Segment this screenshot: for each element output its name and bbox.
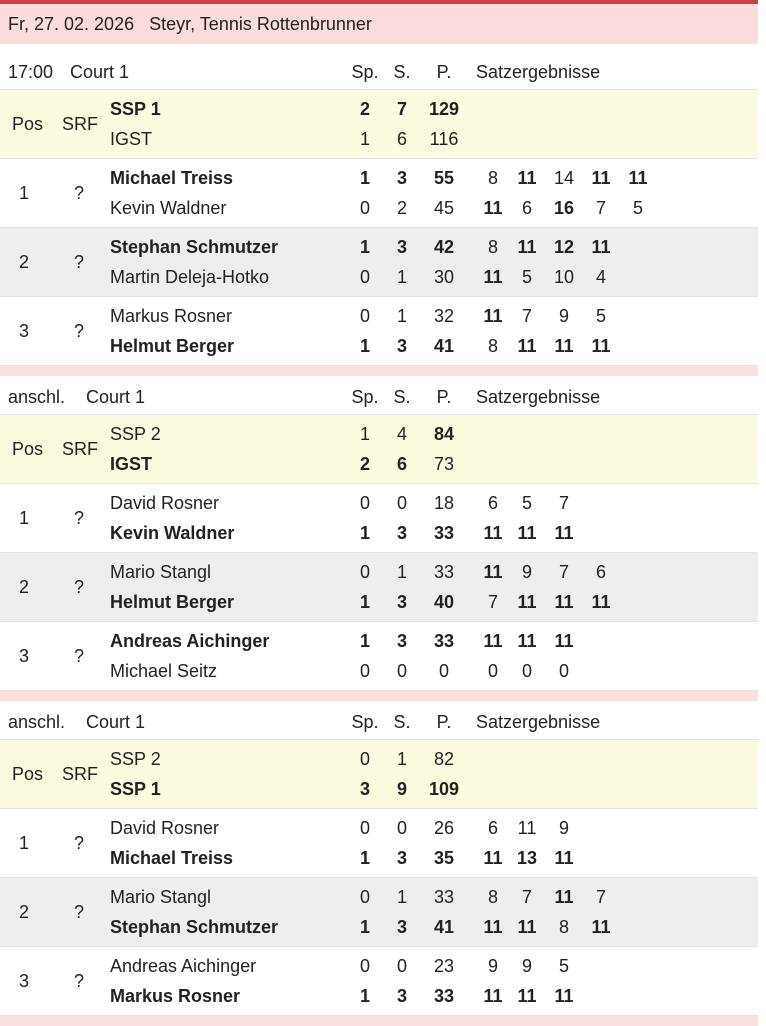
set-score: 11 bbox=[591, 592, 611, 612]
game-position: 1 bbox=[18, 508, 29, 528]
set-score: 9 bbox=[521, 562, 532, 582]
pos-label: Pos bbox=[12, 114, 44, 134]
set-score: 11 bbox=[483, 631, 503, 651]
player-name: Michael Treiss bbox=[110, 168, 234, 188]
player-sets: 3 bbox=[396, 592, 407, 612]
player-name: Kevin Waldner bbox=[110, 198, 227, 218]
player-name: Mario Stangl bbox=[110, 887, 212, 907]
set-score: 6 bbox=[487, 493, 498, 513]
court-header bbox=[0, 376, 758, 415]
player-points: 41 bbox=[433, 917, 455, 937]
player-games: 0 bbox=[359, 306, 370, 326]
set-score: 11 bbox=[554, 523, 574, 543]
col-points-header: P. bbox=[436, 62, 452, 82]
set-score: 9 bbox=[487, 956, 498, 976]
player-points: 18 bbox=[433, 493, 455, 513]
game-srf: ? bbox=[73, 252, 84, 272]
game-position: 2 bbox=[18, 252, 29, 272]
player-games: 0 bbox=[359, 198, 370, 218]
game-row bbox=[0, 947, 758, 1016]
col-set-results-header: Satzergebnisse bbox=[476, 62, 601, 82]
player-name: Markus Rosner bbox=[110, 986, 241, 1006]
team-sets: 1 bbox=[396, 749, 407, 769]
player-points: 41 bbox=[433, 336, 455, 356]
game-position: 1 bbox=[18, 833, 29, 853]
set-score: 11 bbox=[554, 631, 574, 651]
set-score: 11 bbox=[591, 168, 611, 188]
set-score: 7 bbox=[487, 592, 498, 612]
player-sets: 1 bbox=[396, 267, 407, 287]
team-points: 84 bbox=[433, 424, 455, 444]
court-header bbox=[0, 51, 758, 90]
player-points: 33 bbox=[433, 523, 455, 543]
team-sets: 6 bbox=[396, 129, 407, 149]
game-row bbox=[0, 553, 758, 622]
player-points: 33 bbox=[433, 562, 455, 582]
player-games: 0 bbox=[359, 956, 370, 976]
player-games: 1 bbox=[359, 168, 370, 188]
game-row bbox=[0, 159, 758, 228]
player-name: David Rosner bbox=[110, 493, 220, 513]
team-points: 109 bbox=[429, 779, 460, 799]
match-time: anschl. bbox=[8, 387, 66, 407]
team-name: SSP 1 bbox=[110, 779, 161, 799]
set-score: 11 bbox=[517, 168, 537, 188]
set-score: 11 bbox=[483, 917, 503, 937]
team-games: 3 bbox=[359, 779, 370, 799]
pos-label: Pos bbox=[12, 764, 44, 784]
set-score: 0 bbox=[521, 661, 532, 681]
col-sets-header: S. bbox=[393, 62, 411, 82]
player-points: 55 bbox=[433, 168, 455, 188]
player-name: Kevin Waldner bbox=[110, 523, 235, 543]
player-points: 23 bbox=[433, 956, 455, 976]
set-score: 6 bbox=[595, 562, 606, 582]
set-score: 5 bbox=[521, 493, 532, 513]
set-score: 8 bbox=[487, 336, 498, 356]
player-sets: 3 bbox=[396, 848, 407, 868]
player-sets: 3 bbox=[396, 336, 407, 356]
player-name: Andreas Aichinger bbox=[110, 631, 270, 651]
set-score: 11 bbox=[554, 592, 574, 612]
game-srf: ? bbox=[73, 971, 84, 991]
player-games: 0 bbox=[359, 887, 370, 907]
set-score: 11 bbox=[517, 592, 537, 612]
player-sets: 3 bbox=[396, 917, 407, 937]
player-sets: 3 bbox=[396, 237, 407, 257]
game-position: 2 bbox=[18, 902, 29, 922]
team-name: IGST bbox=[110, 454, 153, 474]
player-points: 33 bbox=[433, 887, 455, 907]
player-games: 1 bbox=[359, 917, 370, 937]
player-points: 33 bbox=[433, 986, 455, 1006]
set-score: 11 bbox=[591, 237, 611, 257]
player-games: 1 bbox=[359, 237, 370, 257]
player-name: Helmut Berger bbox=[110, 592, 235, 612]
player-points: 35 bbox=[433, 848, 455, 868]
col-points-header: P. bbox=[436, 387, 452, 407]
player-name: Michael Treiss bbox=[110, 848, 234, 868]
team-summary-row bbox=[0, 415, 758, 484]
srf-label: SRF bbox=[62, 114, 98, 134]
set-score: 5 bbox=[521, 267, 532, 287]
player-name: Mario Stangl bbox=[110, 562, 212, 582]
set-score: 11 bbox=[483, 267, 503, 287]
team-games: 0 bbox=[359, 749, 370, 769]
set-score: 11 bbox=[483, 562, 503, 582]
set-score: 11 bbox=[517, 986, 537, 1006]
game-srf: ? bbox=[73, 902, 84, 922]
team-summary-row bbox=[0, 740, 758, 809]
player-games: 0 bbox=[359, 562, 370, 582]
player-name: Michael Seitz bbox=[110, 661, 218, 681]
player-name: Martin Deleja-Hotko bbox=[110, 267, 270, 287]
match-time: 17:00 bbox=[8, 62, 54, 82]
srf-label: SRF bbox=[62, 439, 98, 459]
set-score: 11 bbox=[554, 986, 574, 1006]
player-games: 0 bbox=[359, 267, 370, 287]
set-score: 11 bbox=[517, 336, 537, 356]
col-set-results-header: Satzergebnisse bbox=[476, 387, 601, 407]
game-srf: ? bbox=[73, 183, 84, 203]
player-points: 0 bbox=[438, 661, 449, 681]
game-srf: ? bbox=[73, 833, 84, 853]
player-sets: 3 bbox=[396, 631, 407, 651]
event-header bbox=[0, 4, 758, 44]
set-score: 8 bbox=[487, 887, 498, 907]
player-sets: 0 bbox=[396, 661, 407, 681]
player-points: 40 bbox=[433, 592, 455, 612]
player-name: Markus Rosner bbox=[110, 306, 233, 326]
game-position: 3 bbox=[18, 321, 29, 341]
event-date: Fr, 27. 02. 2026 bbox=[8, 13, 135, 34]
set-score: 0 bbox=[558, 661, 569, 681]
game-row bbox=[0, 622, 758, 691]
set-score: 16 bbox=[553, 198, 575, 218]
col-set-results-header: Satzergebnisse bbox=[476, 712, 601, 732]
set-score: 11 bbox=[517, 523, 537, 543]
player-games: 1 bbox=[359, 336, 370, 356]
player-games: 0 bbox=[359, 493, 370, 513]
team-games: 1 bbox=[359, 129, 370, 149]
match-block bbox=[0, 376, 766, 701]
team-points: 129 bbox=[429, 99, 460, 119]
set-score: 6 bbox=[487, 818, 498, 838]
player-points: 26 bbox=[433, 818, 455, 838]
team-points: 82 bbox=[433, 749, 455, 769]
set-score: 14 bbox=[553, 168, 575, 188]
match-block bbox=[0, 51, 766, 376]
court-label: Court 1 bbox=[86, 712, 146, 732]
set-score: 9 bbox=[521, 956, 532, 976]
court-header bbox=[0, 701, 758, 740]
player-sets: 3 bbox=[396, 523, 407, 543]
player-sets: 2 bbox=[396, 198, 407, 218]
player-points: 33 bbox=[433, 631, 455, 651]
player-games: 1 bbox=[359, 592, 370, 612]
match-time: anschl. bbox=[8, 712, 66, 732]
game-srf: ? bbox=[73, 646, 84, 666]
game-position: 3 bbox=[18, 646, 29, 666]
game-position: 1 bbox=[18, 183, 29, 203]
set-score: 11 bbox=[517, 917, 537, 937]
player-sets: 3 bbox=[396, 986, 407, 1006]
team-points: 73 bbox=[433, 454, 455, 474]
player-sets: 1 bbox=[396, 887, 407, 907]
set-score: 12 bbox=[553, 237, 575, 257]
team-sets: 9 bbox=[396, 779, 407, 799]
col-games-header: Sp. bbox=[351, 387, 379, 407]
team-games: 2 bbox=[359, 454, 370, 474]
player-points: 30 bbox=[433, 267, 455, 287]
col-sets-header: S. bbox=[393, 387, 411, 407]
section-separator bbox=[0, 366, 758, 376]
court-label: Court 1 bbox=[86, 387, 146, 407]
team-points: 116 bbox=[429, 129, 459, 149]
set-score: 11 bbox=[483, 986, 503, 1006]
section-separator bbox=[0, 1016, 758, 1026]
team-summary-row bbox=[0, 90, 758, 159]
court-label: Court 1 bbox=[70, 62, 130, 82]
set-score: 11 bbox=[483, 306, 503, 326]
set-score: 11 bbox=[483, 848, 503, 868]
player-sets: 1 bbox=[396, 306, 407, 326]
set-score: 8 bbox=[487, 237, 498, 257]
set-score: 11 bbox=[483, 523, 503, 543]
set-score: 11 bbox=[554, 848, 574, 868]
set-score: 5 bbox=[632, 198, 643, 218]
set-score: 7 bbox=[558, 562, 569, 582]
set-score: 7 bbox=[521, 887, 532, 907]
player-name: Andreas Aichinger bbox=[110, 956, 257, 976]
match-block bbox=[0, 701, 766, 1026]
player-games: 0 bbox=[359, 818, 370, 838]
set-score: 11 bbox=[628, 168, 648, 188]
team-name: SSP 2 bbox=[110, 424, 161, 444]
game-srf: ? bbox=[73, 508, 84, 528]
player-points: 42 bbox=[433, 237, 455, 257]
col-points-header: P. bbox=[436, 712, 452, 732]
set-score: 4 bbox=[595, 267, 606, 287]
player-points: 45 bbox=[433, 198, 455, 218]
col-games-header: Sp. bbox=[351, 62, 379, 82]
game-position: 3 bbox=[18, 971, 29, 991]
set-score: 5 bbox=[558, 956, 569, 976]
pos-label: Pos bbox=[12, 439, 44, 459]
game-row bbox=[0, 809, 758, 878]
team-name: IGST bbox=[110, 129, 153, 149]
section-separator bbox=[0, 691, 758, 701]
player-sets: 0 bbox=[396, 956, 407, 976]
set-score: 9 bbox=[558, 818, 569, 838]
player-games: 1 bbox=[359, 631, 370, 651]
player-sets: 1 bbox=[396, 562, 407, 582]
game-row bbox=[0, 228, 758, 297]
team-name: SSP 1 bbox=[110, 99, 161, 119]
set-score: 11 bbox=[517, 237, 537, 257]
srf-label: SRF bbox=[62, 764, 98, 784]
set-score: 7 bbox=[595, 887, 606, 907]
set-score: 11 bbox=[554, 887, 574, 907]
col-games-header: Sp. bbox=[351, 712, 379, 732]
set-score: 5 bbox=[595, 306, 606, 326]
set-score: 8 bbox=[487, 168, 498, 188]
game-position: 2 bbox=[18, 577, 29, 597]
set-score: 6 bbox=[521, 198, 532, 218]
event-venue: Steyr, Tennis Rottenbrunner bbox=[149, 13, 372, 34]
set-score: 7 bbox=[558, 493, 569, 513]
team-sets: 4 bbox=[396, 424, 407, 444]
game-srf: ? bbox=[73, 577, 84, 597]
set-score: 13 bbox=[516, 848, 538, 868]
game-row bbox=[0, 297, 758, 366]
player-games: 0 bbox=[359, 661, 370, 681]
set-score: 0 bbox=[487, 661, 498, 681]
player-games: 1 bbox=[359, 986, 370, 1006]
team-sets: 6 bbox=[396, 454, 407, 474]
player-name: Helmut Berger bbox=[110, 336, 235, 356]
player-name: Stephan Schmutzer bbox=[110, 917, 279, 937]
player-name: David Rosner bbox=[110, 818, 220, 838]
game-row bbox=[0, 484, 758, 553]
player-name: Stephan Schmutzer bbox=[110, 237, 279, 257]
team-games: 1 bbox=[359, 424, 370, 444]
set-score: 7 bbox=[521, 306, 532, 326]
player-sets: 3 bbox=[396, 168, 407, 188]
game-srf: ? bbox=[73, 321, 84, 341]
set-score: 11 bbox=[483, 198, 503, 218]
team-name: SSP 2 bbox=[110, 749, 161, 769]
set-score: 11 bbox=[517, 631, 537, 651]
set-score: 11 bbox=[554, 336, 574, 356]
player-sets: 0 bbox=[396, 493, 407, 513]
set-score: 7 bbox=[595, 198, 606, 218]
team-games: 2 bbox=[359, 99, 370, 119]
team-sets: 7 bbox=[396, 99, 407, 119]
player-games: 1 bbox=[359, 848, 370, 868]
set-score: 11 bbox=[591, 336, 611, 356]
set-score: 11 bbox=[517, 818, 537, 838]
set-score: 10 bbox=[553, 267, 575, 287]
player-games: 1 bbox=[359, 523, 370, 543]
player-sets: 0 bbox=[396, 818, 407, 838]
set-score: 11 bbox=[591, 917, 611, 937]
match-list bbox=[0, 51, 766, 1026]
game-row bbox=[0, 878, 758, 947]
set-score: 9 bbox=[558, 306, 569, 326]
player-points: 32 bbox=[433, 306, 455, 326]
col-sets-header: S. bbox=[393, 712, 411, 732]
set-score: 8 bbox=[558, 917, 569, 937]
